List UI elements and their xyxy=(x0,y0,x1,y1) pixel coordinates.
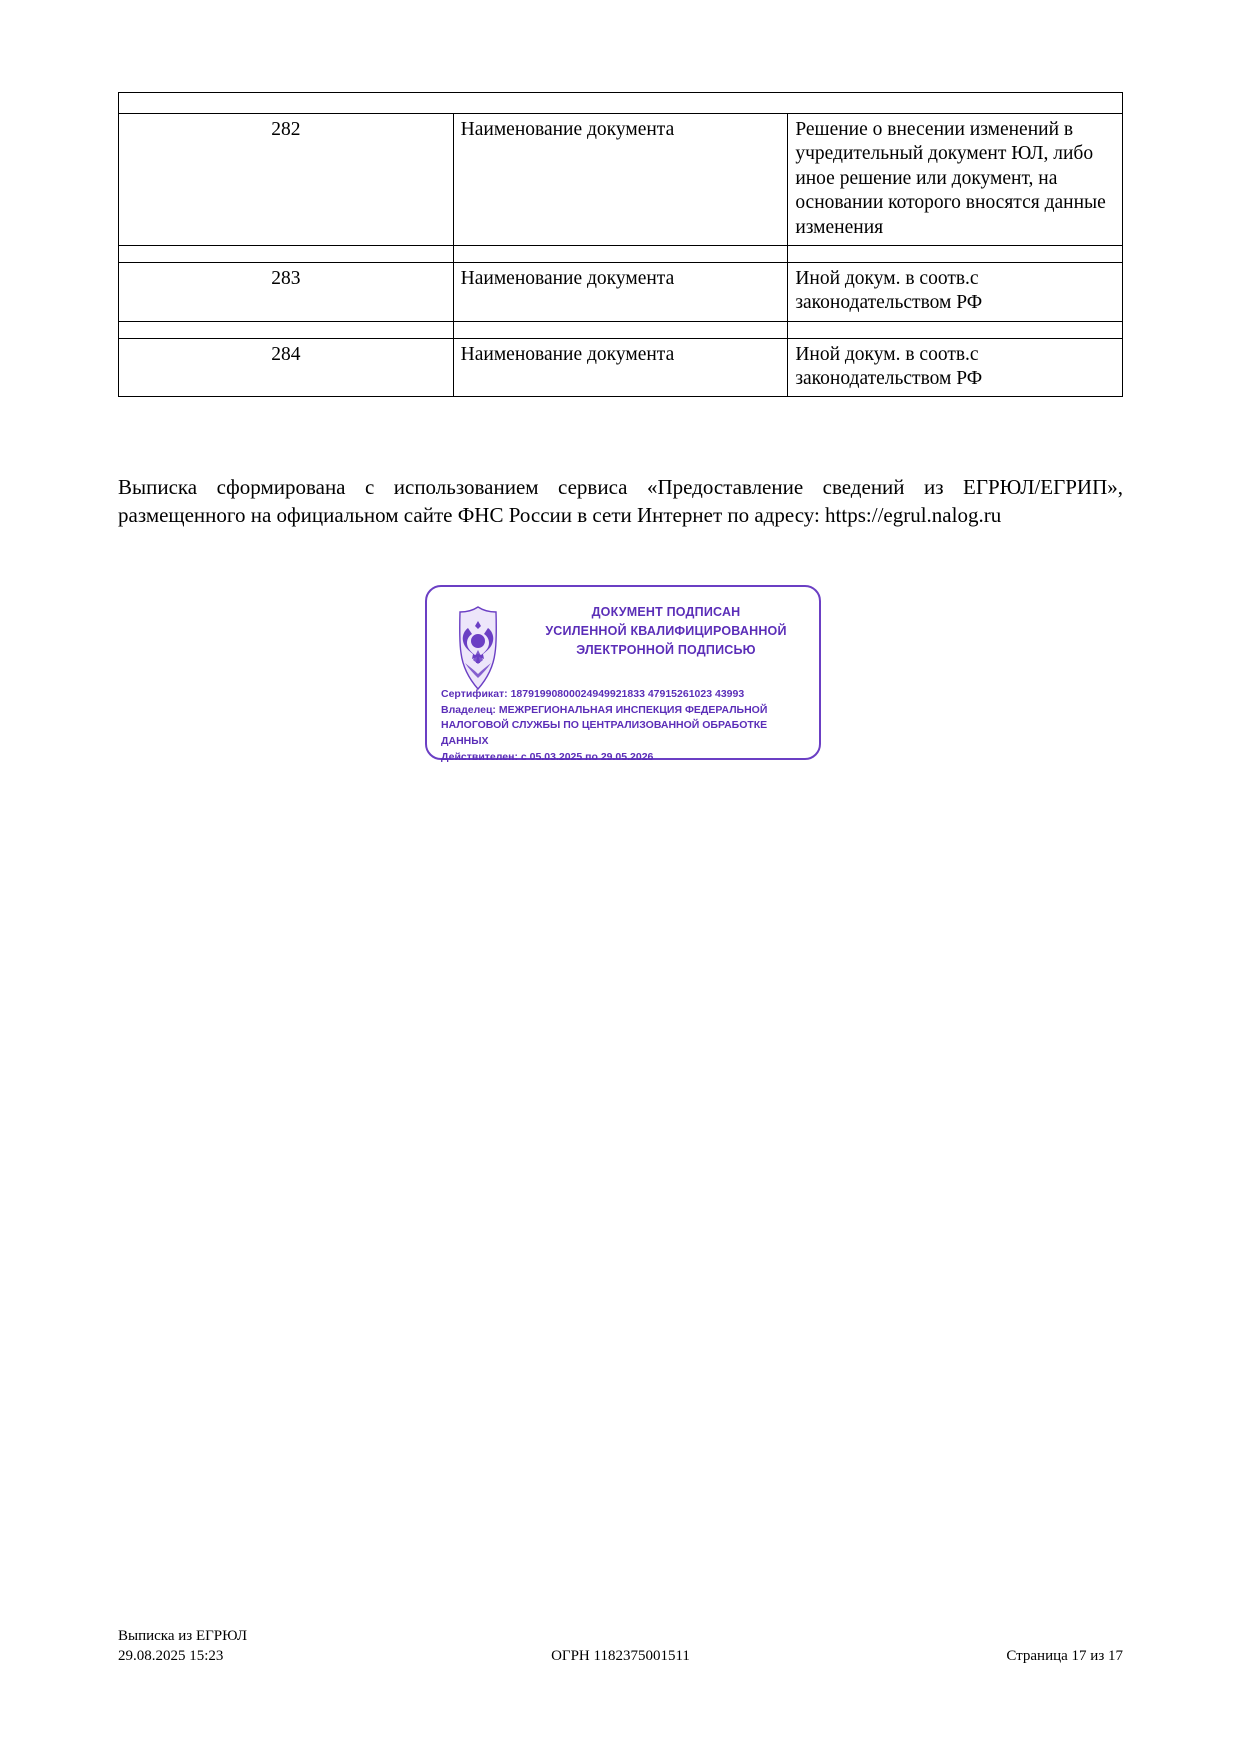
row-number: 282 xyxy=(119,114,454,246)
footer-document-title: Выписка из ЕГРЮЛ xyxy=(118,1628,247,1644)
stamp-validity-value: с 05.03.2025 по 29.05.2026 xyxy=(520,750,654,763)
row-number: 284 xyxy=(119,338,454,397)
stamp-validity-label: Действителен: xyxy=(441,750,518,763)
service-note: Выписка сформирована с использованием сервиса «Предоставление сведений из ЕГРЮЛ/ЕГРИП», размещенного на официальном сайте ФНС России в сети Интернет по адресу: https://egrul.nalog.ru xyxy=(118,475,1123,527)
stamp-owner-label: Владелец: xyxy=(441,704,496,717)
row-value: Решение о внесении изменений в учредительный документ ЮЛ, либо иное решение или документ, на основании которого вносятся данные изменения xyxy=(788,114,1123,246)
stamp-title-line1: ДОКУМЕНТ ПОДПИСАН xyxy=(591,605,741,619)
footer-ogrn: ОГРН 1182375001511 xyxy=(551,1648,690,1664)
stamp-title-line3: ЭЛЕКТРОННОЙ ПОДПИСЬЮ xyxy=(576,642,756,657)
stamp-title xyxy=(523,603,809,659)
row-label: Наименование документа xyxy=(453,262,788,321)
table-row-blank xyxy=(119,93,1123,114)
table-row xyxy=(119,262,1123,321)
stamp-details xyxy=(441,687,807,766)
row-value: Иной докум. в соотв.с законодательством РФ xyxy=(788,338,1123,397)
spacer-cell-value xyxy=(788,321,1123,338)
footer-line xyxy=(118,1648,1123,1665)
spacer-cell-label xyxy=(453,321,788,338)
electronic-signature-stamp xyxy=(425,585,821,763)
table-row-spacer xyxy=(119,245,1123,262)
spacer-cell-num xyxy=(119,321,454,338)
stamp-certificate-value: 18791990800024949921833 47915261023 43993 xyxy=(510,688,745,700)
documents-table xyxy=(118,92,1123,397)
stamp-title-line2: УСИЛЕННОЙ КВАЛИФИЦИРОВАННОЙ xyxy=(545,623,787,638)
row-value: Иной докум. в соотв.с законодательством РФ xyxy=(788,262,1123,321)
table-row xyxy=(119,114,1123,246)
table-row-spacer xyxy=(119,321,1123,338)
stamp-validity-row xyxy=(441,750,807,765)
footer-datetime: 29.08.2025 15:23 xyxy=(118,1648,224,1664)
stamp-owner-row xyxy=(441,703,807,749)
footer-page-number: Страница 17 из 17 xyxy=(1006,1648,1123,1664)
stamp-certificate-label: Сертификат: xyxy=(441,688,508,700)
russian-coat-of-arms-icon xyxy=(439,601,517,697)
spacer-cell-num xyxy=(119,245,454,262)
row-number: 283 xyxy=(119,262,454,321)
spacer-cell-label xyxy=(453,245,788,262)
table-row xyxy=(119,338,1123,397)
blank-cell xyxy=(119,93,1123,114)
stamp-certificate-row xyxy=(441,687,807,702)
page-footer xyxy=(118,1628,1123,1665)
stamp-owner-value: МЕЖРЕГИОНАЛЬНАЯ ИНСПЕКЦИЯ ФЕДЕРАЛЬНОЙ НАЛОГОВОЙ СЛУЖБЫ ПО ЦЕНТРАЛИЗОВАННОЙ ОБРАБОТКЕ ДАННЫХ xyxy=(441,704,768,747)
spacer-cell-value xyxy=(788,245,1123,262)
row-label: Наименование документа xyxy=(453,114,788,246)
row-label: Наименование документа xyxy=(453,338,788,397)
